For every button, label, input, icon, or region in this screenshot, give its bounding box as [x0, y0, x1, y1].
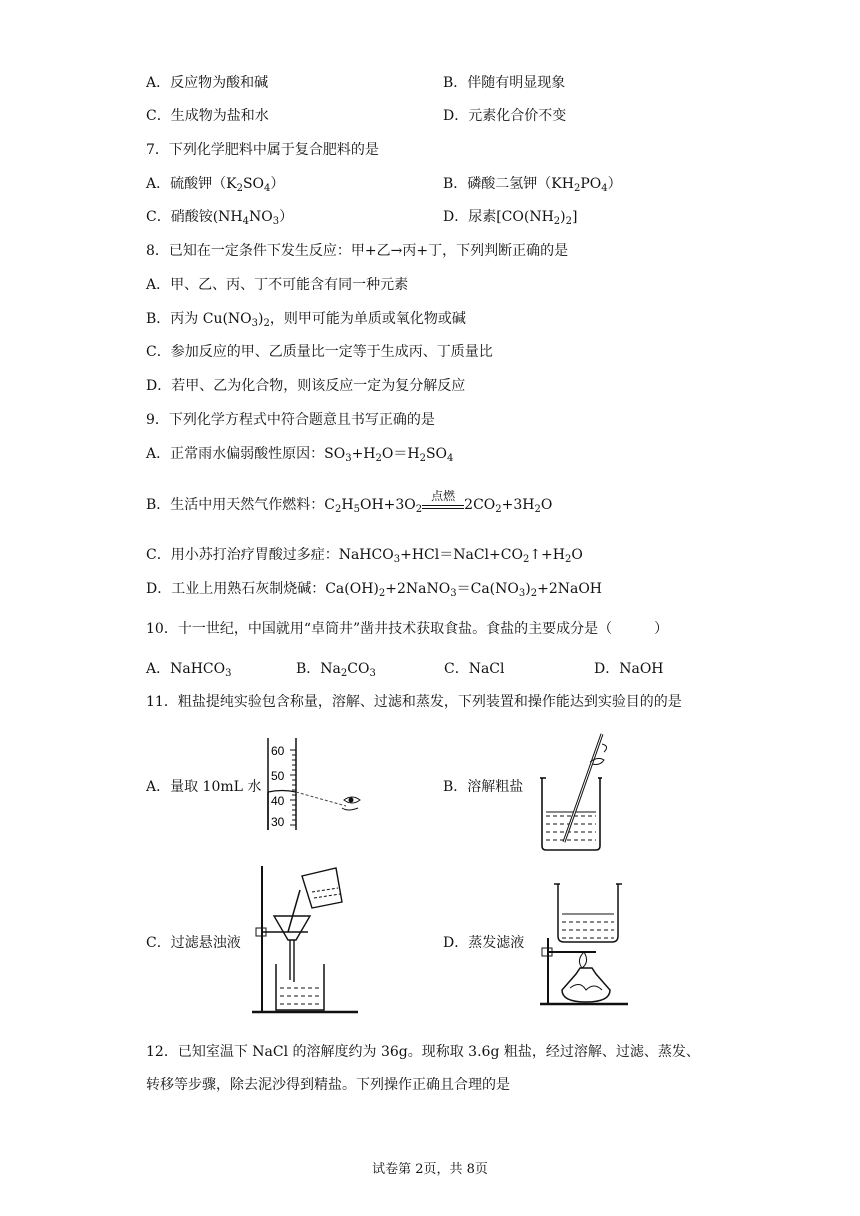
figure-dissolving-beaker — [538, 730, 618, 852]
figure-filtration — [248, 862, 372, 1018]
q8-stem: 8．已知在一定条件下发生反应：甲+乙→丙+丁，下列判断正确的是 — [146, 243, 569, 259]
q7-option-a: A．硫酸钾$(K_2SO_4)$ — [146, 176, 285, 194]
cylinder-tick-30: 30 — [271, 815, 285, 829]
cylinder-tick-40: 40 — [271, 794, 285, 808]
q9-stem: 9．下列化学方程式中符合题意且书写正确的是 — [146, 412, 435, 428]
q9-option-d: D．工业上用熟石灰制烧碱：$Ca(OH)_2+2NaNO_3=Ca(NO_3)_2+2NaOH$ — [146, 581, 603, 599]
q8-option-d: D．若甲、乙为化合物，则该反应一定为复分解反应 — [146, 378, 466, 394]
q7-stem: 7．下列化学肥料中属于复合肥料的是 — [146, 142, 379, 158]
cylinder-tick-60: 60 — [271, 744, 285, 758]
figure-graduated-cylinder — [262, 736, 370, 832]
q7-option-c: C．硝酸铵$(NH_4NO_3)$ — [146, 209, 294, 227]
q11-stem: 11．粗盐提纯实验包含称量，溶解、过滤和蒸发，下列装置和操作能达到实验目的的是 — [146, 694, 682, 710]
q11-option-b: B．溶解粗盐 — [443, 779, 524, 795]
q6-option-b: B．伴随有明显现象 — [443, 75, 566, 91]
q9-option-b: B．生活中用天然气作燃料：$C_2H_5OH+3O_2$ 点燃 $2CO_2+3H_2O$ — [146, 489, 553, 515]
q8-option-a: A．甲、乙、丙、丁不可能含有同一种元素 — [146, 277, 409, 293]
q8-option-b: B．丙为 $Cu(NO_3)_2$，则甲可能为单质或氧化物或碱 — [146, 311, 466, 329]
reaction-condition-sign: 点燃 — [422, 501, 464, 509]
eye-icon — [342, 797, 360, 810]
cylinder-tick-50: 50 — [271, 769, 285, 783]
q10-option-c: C．NaCl — [444, 661, 505, 677]
q9-option-a: A．正常雨水偏弱酸性原因：$SO_3+H_2O=H_2SO_4$ — [146, 446, 454, 464]
q12-line-1: 12．已知室温下 NaCl 的溶解度约为 36g。现称取 3.6g 粗盐，经过溶解、过滤、蒸发、 — [146, 1044, 700, 1060]
q10-option-d: D．NaOH — [594, 661, 664, 677]
q8-option-c: C．参加反应的甲、乙质量比一定等于生成丙、丁质量比 — [146, 344, 493, 360]
q11-option-d: D．蒸发滤液 — [443, 935, 525, 951]
page-footer: 试卷第 2页，共 8页 — [372, 1162, 488, 1177]
q6-option-a: A．反应物为酸和碱 — [146, 75, 269, 91]
q11-option-a: A．量取 10mL 水 — [146, 779, 262, 795]
q10-stem: 10．十一世纪，中国就用“卓筒井”凿井技术获取食盐。食盐的主要成分是（ ） — [146, 621, 669, 637]
q7-option-b: B．磷酸二氢钾$(KH_2PO_4)$ — [443, 176, 622, 194]
q10-option-a: A．NaHCO$_3$ — [146, 661, 232, 679]
q12-line-2: 转移等步骤，除去泥沙得到精盐。下列操作正确且合理的是 — [146, 1077, 510, 1093]
q11-option-c: C．过滤悬浊液 — [146, 935, 241, 951]
figure-evaporation — [536, 878, 632, 1008]
q9-option-c: C．用小苏打治疗胃酸过多症：$NaHCO_3+HCl=NaCl+CO_2↑+H_2O$ — [146, 547, 583, 565]
q7-option-d: D．尿素$[CO(NH_2)_2]$ — [443, 209, 578, 227]
q6-option-d: D．元素化合价不变 — [443, 108, 567, 124]
q10-option-b: B．$Na_2CO_3$ — [296, 661, 376, 679]
q6-option-c: C．生成物为盐和水 — [146, 108, 269, 124]
